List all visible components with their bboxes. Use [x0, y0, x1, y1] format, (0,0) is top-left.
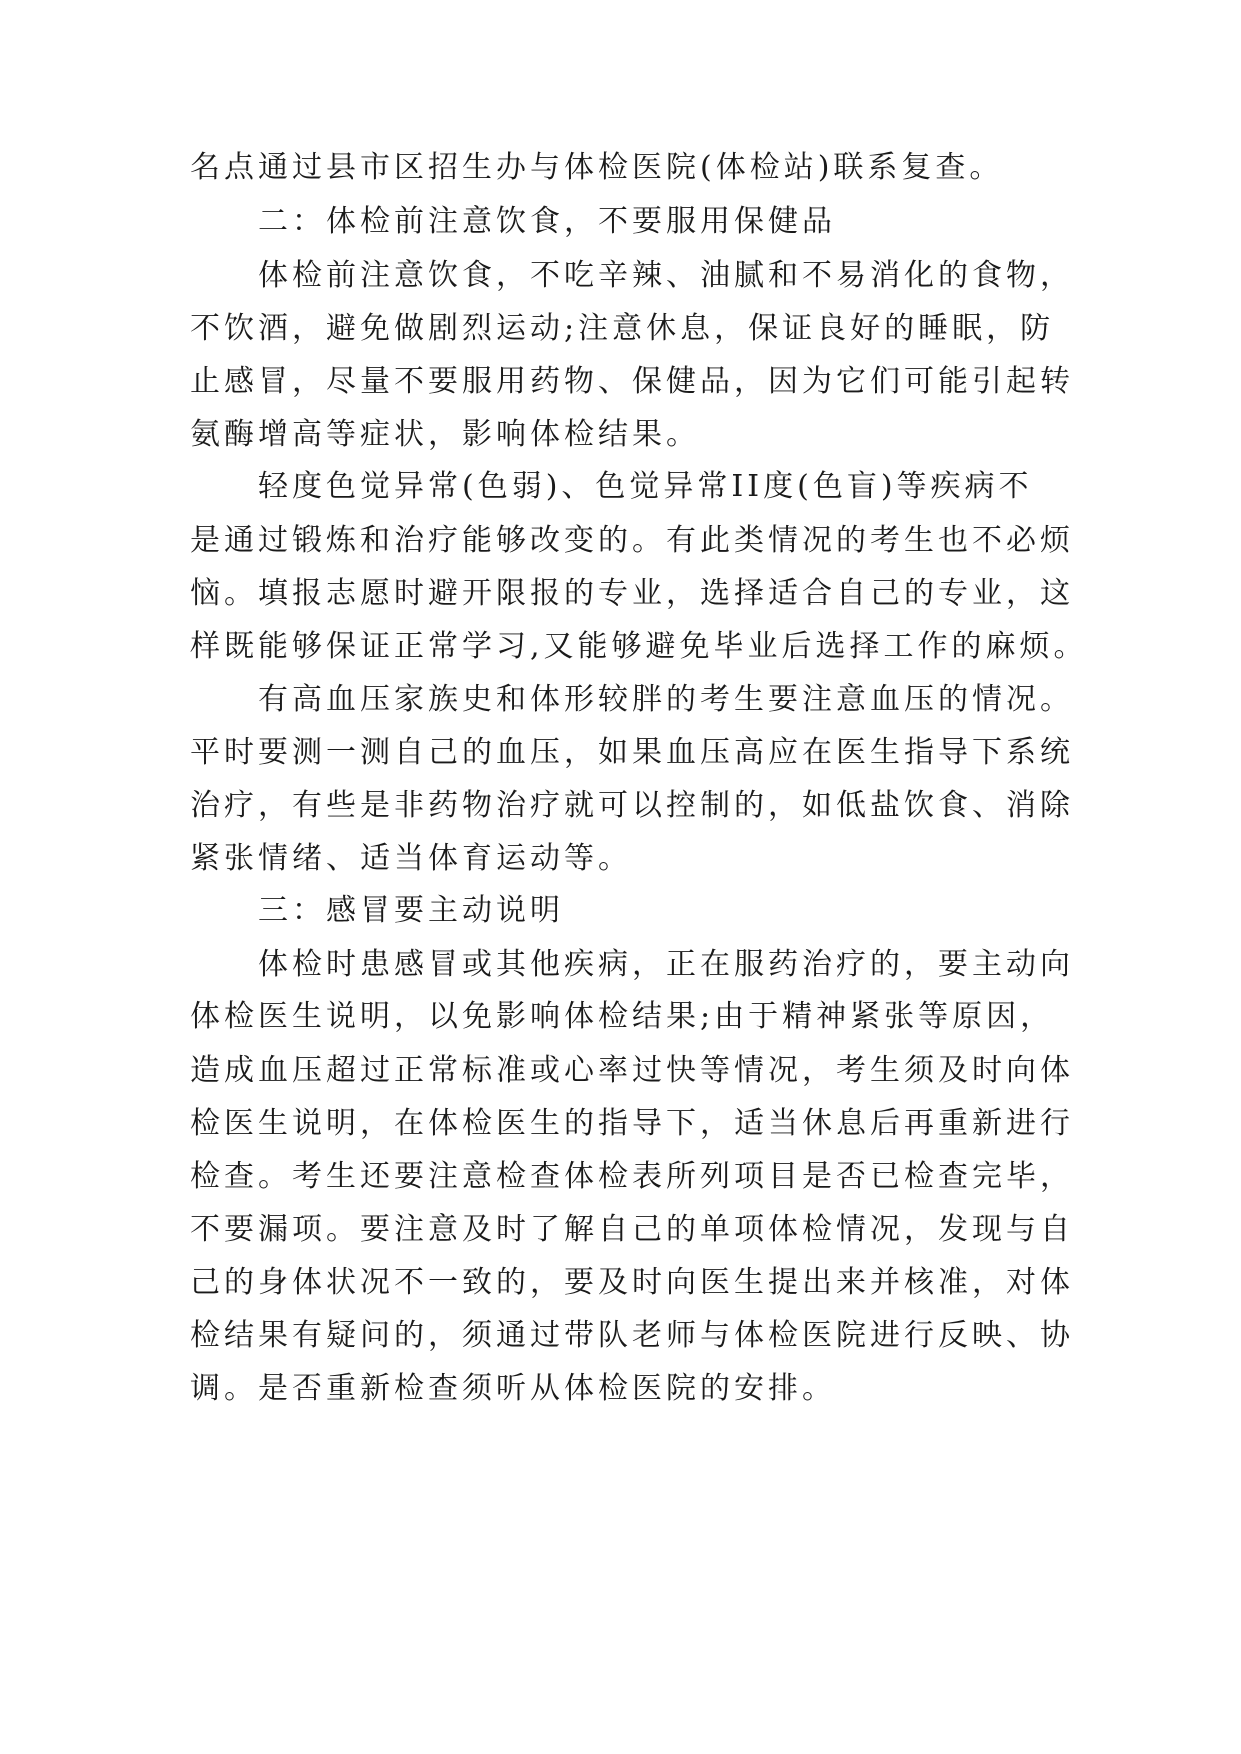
- text-line: 检结果有疑问的，须通过带队老师与体检医院进行反映、协: [190, 1318, 1074, 1353]
- text-line: 检医生说明，在体检医生的指导下，适当休息后再重新进行: [190, 1106, 1074, 1141]
- text-line: 治疗，有些是非药物治疗就可以控制的，如低盐饮食、消除: [190, 788, 1074, 823]
- text-line: 己的身体状况不一致的，要及时向医生提出来并核准，对体: [190, 1265, 1074, 1300]
- text-line: 体检前注意饮食，不吃辛辣、油腻和不易消化的食物，: [258, 258, 1074, 293]
- text-line: 调。是否重新检查须听从体检医院的安排。: [190, 1371, 836, 1406]
- text-line: 造成血压超过正常标准或心率过快等情况，考生须及时向体: [190, 1053, 1074, 1088]
- section-heading: 三：感冒要主动说明: [258, 893, 564, 928]
- text-line: 不要漏项。要注意及时了解自己的单项体检情况，发现与自: [190, 1212, 1074, 1247]
- text-line: 紧张情绪、适当体育运动等。: [190, 841, 632, 876]
- text-line: 氨酶增高等症状，影响体检结果。: [190, 417, 700, 452]
- text-line: 样既能够保证正常学习,又能够避免毕业后选择工作的麻烦。: [190, 629, 1088, 664]
- text-line: 检查。考生还要注意检查体检表所列项目是否已检查完毕，: [190, 1159, 1074, 1194]
- text-line: 体检医生说明，以免影响体检结果;由于精神紧张等原因，: [190, 999, 1055, 1034]
- section-heading: 二：体检前注意饮食，不要服用保健品: [258, 204, 836, 239]
- text-line: 轻度色觉异常(色弱)、色觉异常II度(色盲)等疾病不: [258, 469, 1033, 504]
- text-line: 名点通过县市区招生办与体检医院(体检站)联系复查。: [190, 150, 1004, 185]
- text-line: 是通过锻炼和治疗能够改变的。有此类情况的考生也不必烦: [190, 523, 1074, 558]
- text-line: 有高血压家族史和体形较胖的考生要注意血压的情况。: [258, 682, 1074, 717]
- text-line: 不饮酒，避免做剧烈运动;注意休息，保证良好的睡眠，防: [190, 311, 1055, 346]
- text-line: 止感冒，尽量不要服用药物、保健品，因为它们可能引起转: [190, 364, 1074, 399]
- text-line: 恼。填报志愿时避开限报的专业，选择适合自己的专业，这: [190, 576, 1074, 611]
- text-line: 平时要测一测自己的血压，如果血压高应在医生指导下系统: [190, 735, 1074, 770]
- text-line: 体检时患感冒或其他疾病，正在服药治疗的，要主动向: [258, 947, 1074, 982]
